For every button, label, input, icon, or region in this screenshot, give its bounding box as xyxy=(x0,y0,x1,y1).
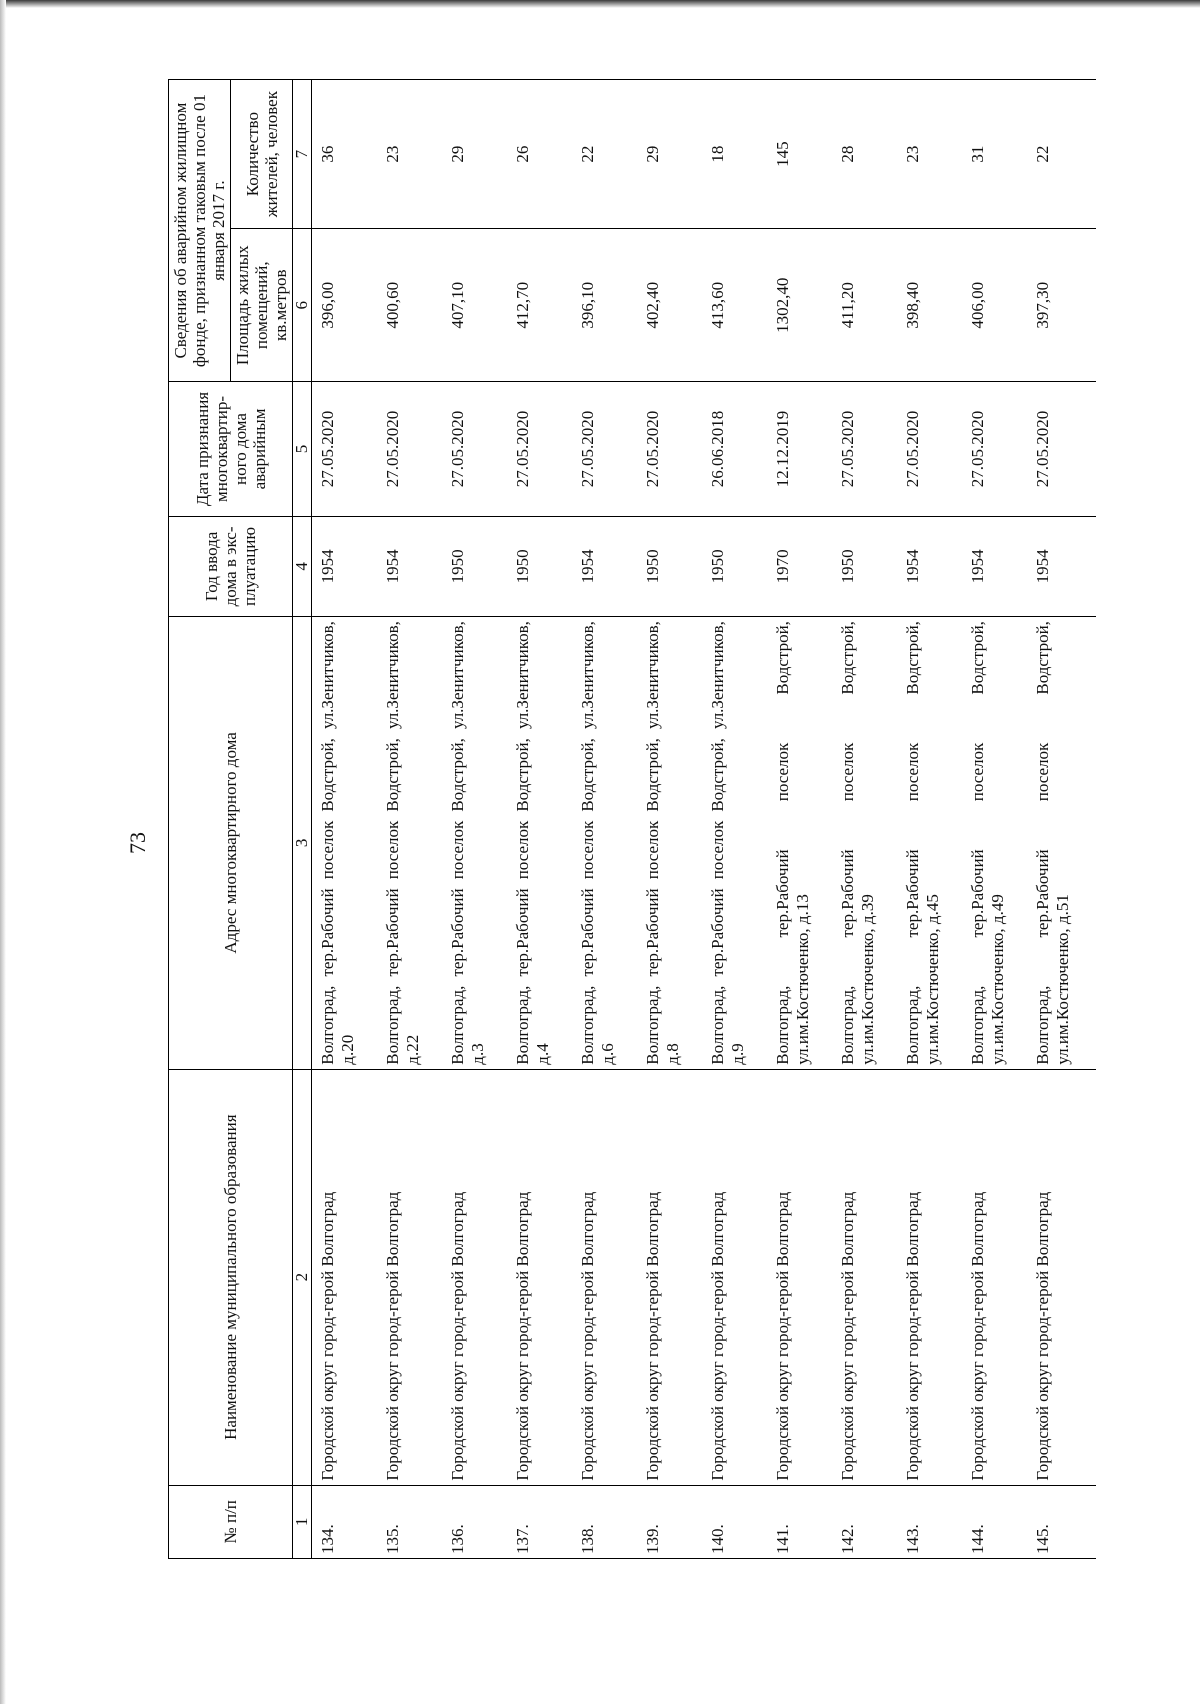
column-number: 3 xyxy=(293,617,312,1070)
table-row xyxy=(1031,80,1096,1559)
table-body xyxy=(312,80,1097,1559)
row-residents: 31 xyxy=(966,80,1031,229)
row-number: 139. xyxy=(641,1485,706,1558)
row-year: 1950 xyxy=(836,516,901,616)
header-residents: Количество жителей, человек xyxy=(231,80,293,229)
row-date: 27.05.2020 xyxy=(576,382,641,517)
row-municipality: Городской округ город-герой Волгоград xyxy=(706,1069,771,1485)
row-date: 27.05.2020 xyxy=(312,382,382,517)
row-date: 27.05.2020 xyxy=(836,382,901,517)
row-residents: 26 xyxy=(511,80,576,229)
row-year: 1950 xyxy=(511,516,576,616)
row-address: Волгоград, тер.Рабочий поселок Водстрой, ул.им.Костюченко, д.39 xyxy=(836,617,901,1070)
row-number: 135. xyxy=(381,1485,446,1558)
header-address: Адрес многоквартирного дома xyxy=(169,617,293,1070)
row-municipality: Городской округ город-герой Волгоград xyxy=(511,1069,576,1485)
row-residents: 145 xyxy=(771,80,836,229)
row-year: 1954 xyxy=(966,516,1031,616)
row-residents: 29 xyxy=(641,80,706,229)
row-address: Волгоград, тер.Рабочий поселок Водстрой, ул.Зенитчиков, д.20 xyxy=(312,617,382,1070)
row-date: 27.05.2020 xyxy=(446,382,511,517)
row-date: 27.05.2020 xyxy=(641,382,706,517)
row-municipality: Городской округ город-герой Волгоград xyxy=(836,1069,901,1485)
table-row xyxy=(706,80,771,1559)
row-address: Волгоград, тер.Рабочий поселок Водстрой, ул.им.Костюченко, д.45 xyxy=(901,617,966,1070)
row-year: 1954 xyxy=(381,516,446,616)
header-area: Площадь жилых помещений, кв.метров xyxy=(231,229,293,382)
table-row xyxy=(901,80,966,1559)
column-number: 6 xyxy=(293,229,312,382)
column-number: 2 xyxy=(293,1069,312,1485)
row-residents: 23 xyxy=(381,80,446,229)
row-residents: 22 xyxy=(576,80,641,229)
row-year: 1950 xyxy=(706,516,771,616)
row-municipality: Городской округ город-герой Волгоград xyxy=(771,1069,836,1485)
row-municipality: Городской округ город-герой Волгоград xyxy=(641,1069,706,1485)
row-area: 396,10 xyxy=(576,229,641,382)
column-number-row xyxy=(293,80,312,1559)
row-address: Волгоград, тер.Рабочий поселок Водстрой, ул.Зенитчиков, д.4 xyxy=(511,617,576,1070)
row-area: 397,30 xyxy=(1031,229,1096,382)
row-year: 1954 xyxy=(312,516,382,616)
page-number: 73 xyxy=(125,832,150,854)
row-residents: 29 xyxy=(446,80,511,229)
row-municipality: Городской округ город-герой Волгоград xyxy=(901,1069,966,1485)
row-date: 27.05.2020 xyxy=(901,382,966,517)
row-municipality: Городской округ город-герой Волгоград xyxy=(381,1069,446,1485)
row-area: 1302,40 xyxy=(771,229,836,382)
table-row xyxy=(381,80,446,1559)
table-row xyxy=(771,80,836,1559)
row-number: 140. xyxy=(706,1485,771,1558)
table-row xyxy=(966,80,1031,1559)
table-row xyxy=(836,80,901,1559)
row-area: 412,70 xyxy=(511,229,576,382)
row-address: Волгоград, тер.Рабочий поселок Водстрой, ул.Зенитчиков, д.3 xyxy=(446,617,511,1070)
header-year: Год ввода дома в экс-плуатацию xyxy=(169,516,293,616)
table-row xyxy=(576,80,641,1559)
row-date: 27.05.2020 xyxy=(1031,382,1096,517)
row-number: 137. xyxy=(511,1485,576,1558)
row-address: Волгоград, тер.Рабочий поселок Водстрой, ул.им.Костюченко, д.51 xyxy=(1031,617,1096,1070)
table-row xyxy=(641,80,706,1559)
row-address: Волгоград, тер.Рабочий поселок Водстрой, ул.Зенитчиков, д.8 xyxy=(641,617,706,1070)
row-number: 144. xyxy=(966,1485,1031,1558)
header-number: № п/п xyxy=(169,1485,293,1558)
row-number: 138. xyxy=(576,1485,641,1558)
column-number: 5 xyxy=(293,382,312,517)
row-date: 27.05.2020 xyxy=(966,382,1031,517)
row-date: 26.06.2018 xyxy=(706,382,771,517)
column-number: 1 xyxy=(293,1485,312,1558)
row-date: 12.12.2019 xyxy=(771,382,836,517)
row-address: Волгоград, тер.Рабочий поселок Водстрой, ул.им.Костюченко, д.49 xyxy=(966,617,1031,1070)
row-date: 27.05.2020 xyxy=(381,382,446,517)
row-year: 1950 xyxy=(641,516,706,616)
row-residents: 18 xyxy=(706,80,771,229)
row-area: 411,20 xyxy=(836,229,901,382)
row-area: 398,40 xyxy=(901,229,966,382)
row-address: Волгоград, тер.Рабочий поселок Водстрой, ул.Зенитчиков, д.6 xyxy=(576,617,641,1070)
row-municipality: Городской округ город-герой Волгоград xyxy=(312,1069,382,1485)
column-number: 7 xyxy=(293,80,312,229)
row-year: 1954 xyxy=(901,516,966,616)
row-area: 396,00 xyxy=(312,229,382,382)
row-number: 145. xyxy=(1031,1485,1096,1558)
row-area: 406,00 xyxy=(966,229,1031,382)
column-number: 4 xyxy=(293,516,312,616)
emergency-housing-table xyxy=(168,79,1096,1559)
row-year: 1970 xyxy=(771,516,836,616)
row-address: Волгоград, тер.Рабочий поселок Водстрой, ул.Зенитчиков, д.22 xyxy=(381,617,446,1070)
row-address: Волгоград, тер.Рабочий поселок Водстрой, ул.им.Костюченко, д.13 xyxy=(771,617,836,1070)
row-year: 1954 xyxy=(1031,516,1096,616)
table-row xyxy=(312,80,382,1559)
row-number: 136. xyxy=(446,1485,511,1558)
row-year: 1954 xyxy=(576,516,641,616)
header-date: Дата признания многоквартир-ного дома аварийным xyxy=(169,382,293,517)
row-number: 134. xyxy=(312,1485,382,1558)
row-year: 1950 xyxy=(446,516,511,616)
row-area: 402,40 xyxy=(641,229,706,382)
row-area: 413,60 xyxy=(706,229,771,382)
row-number: 141. xyxy=(771,1485,836,1558)
row-residents: 28 xyxy=(836,80,901,229)
table-row xyxy=(511,80,576,1559)
row-residents: 36 xyxy=(312,80,382,229)
row-municipality: Городской округ город-герой Волгоград xyxy=(576,1069,641,1485)
row-number: 143. xyxy=(901,1485,966,1558)
table-row xyxy=(446,80,511,1559)
row-address: Волгоград, тер.Рабочий поселок Водстрой, ул.Зенитчиков, д.9 xyxy=(706,617,771,1070)
row-residents: 22 xyxy=(1031,80,1096,229)
row-date: 27.05.2020 xyxy=(511,382,576,517)
table-header xyxy=(169,80,312,1559)
row-number: 142. xyxy=(836,1485,901,1558)
row-area: 400,60 xyxy=(381,229,446,382)
row-municipality: Городской округ город-герой Волгоград xyxy=(1031,1069,1096,1485)
row-area: 407,10 xyxy=(446,229,511,382)
row-municipality: Городской округ город-герой Волгоград xyxy=(966,1069,1031,1485)
row-municipality: Городской округ город-герой Волгоград xyxy=(446,1069,511,1485)
header-group: Сведения об аварийном жилищном фонде, признанном таковым после 01 января 2017 г. xyxy=(169,80,231,382)
header-municipality: Наименование муниципального образования xyxy=(169,1069,293,1485)
row-residents: 23 xyxy=(901,80,966,229)
